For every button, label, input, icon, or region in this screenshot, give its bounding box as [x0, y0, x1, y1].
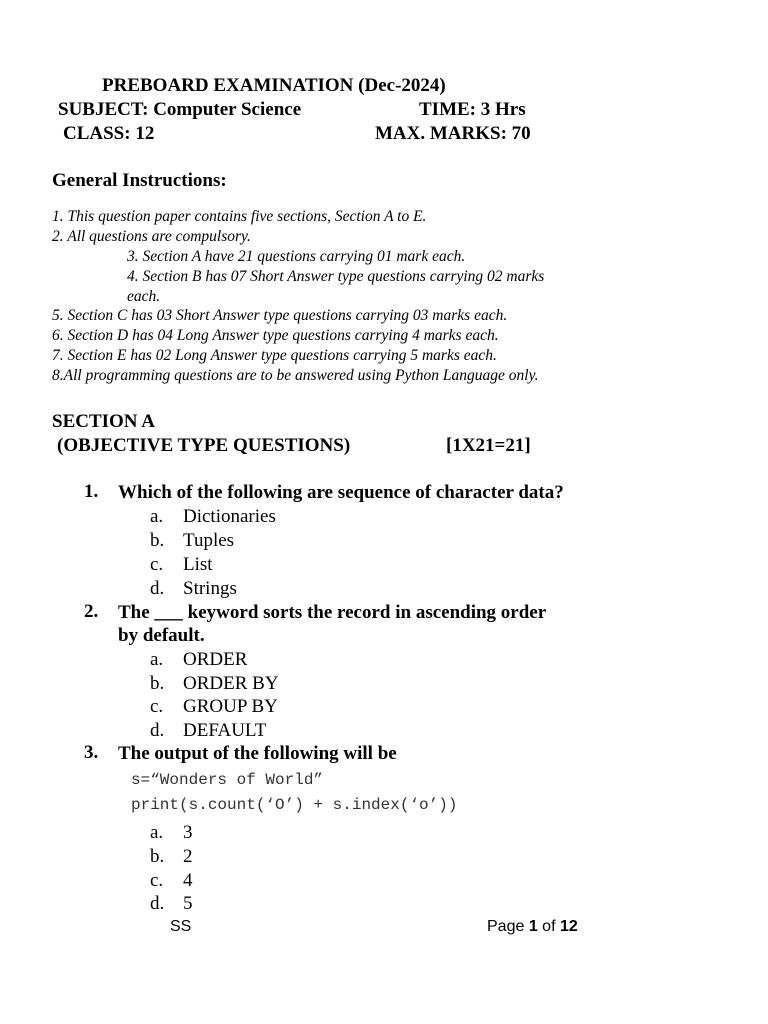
option-text: 4: [183, 870, 193, 891]
option-letter: b.: [150, 673, 165, 694]
option-text: GROUP BY: [183, 696, 278, 717]
code-line: print(s.count(‘O’) + s.index(‘o’)): [131, 796, 458, 814]
instruction-item: 6. Section D has 04 Long Answer type questions carrying 4 marks each.: [52, 327, 499, 344]
instructions-heading: General Instructions:: [52, 170, 227, 191]
exam-title: PREBOARD EXAMINATION (Dec-2024): [102, 75, 446, 96]
section-title: SECTION A: [52, 411, 155, 432]
option-letter: d.: [150, 578, 165, 599]
option-letter: a.: [150, 506, 164, 527]
option-text: Strings: [183, 578, 237, 599]
class-label: CLASS: 12: [63, 123, 155, 144]
option-letter: a.: [150, 649, 164, 670]
page-total: 12: [559, 918, 578, 935]
option-letter: c.: [150, 554, 164, 575]
page-number: [487, 918, 578, 936]
question-number: 2.: [84, 601, 99, 622]
option-text: 3: [183, 822, 193, 843]
subject-label: SUBJECT: Computer Science: [58, 99, 302, 120]
instruction-item: 3. Section A have 21 questions carrying 01 mark each.: [127, 248, 466, 265]
option-letter: c.: [150, 696, 164, 717]
question-text: Which of the following are sequence of character data?: [118, 482, 564, 503]
option-text: List: [183, 554, 213, 575]
code-line: s=“Wonders of World”: [131, 771, 324, 789]
question-text: The output of the following will be: [118, 743, 397, 764]
option-letter: c.: [150, 870, 164, 891]
option-letter: b.: [150, 846, 165, 867]
question-number: 1.: [84, 481, 99, 502]
option-text: 5: [183, 893, 193, 914]
option-text: 2: [183, 846, 193, 867]
question-text-continued: by default.: [118, 625, 205, 646]
option-letter: b.: [150, 530, 165, 551]
option-letter: d.: [150, 893, 165, 914]
max-marks-label: MAX. MARKS: 70: [375, 123, 531, 144]
instruction-item: 2. All questions are compulsory.: [52, 228, 251, 245]
question-number: 3.: [84, 742, 99, 763]
option-text: DEFAULT: [183, 720, 267, 741]
time-label: TIME: 3 Hrs: [419, 99, 526, 120]
footer-initials: SS: [170, 918, 192, 935]
instruction-item: 5. Section C has 03 Short Answer type questions carrying 03 marks each.: [52, 307, 508, 324]
page-current: 1: [528, 918, 538, 935]
instruction-item: 8.All programming questions are to be answered using Python Language only.: [52, 367, 539, 384]
option-text: ORDER BY: [183, 673, 279, 694]
instruction-item: 4. Section B has 07 Short Answer type questions carrying 02 marks: [127, 268, 545, 285]
option-letter: a.: [150, 822, 164, 843]
option-text: ORDER: [183, 649, 248, 670]
page-of: of: [537, 918, 560, 935]
section-marks: [1X21=21]: [446, 435, 531, 456]
section-subtitle: (OBJECTIVE TYPE QUESTIONS): [57, 435, 351, 456]
option-letter: d.: [150, 720, 165, 741]
option-text: Tuples: [183, 530, 235, 551]
question-text: The ___ keyword sorts the record in ascending order: [118, 602, 547, 623]
page-prefix: Page: [487, 918, 529, 935]
instruction-item: 7. Section E has 02 Long Answer type questions carrying 5 marks each.: [52, 347, 497, 364]
instruction-item: each.: [127, 288, 161, 305]
instruction-item: 1. This question paper contains five sections, Section A to E.: [52, 208, 427, 225]
option-text: Dictionaries: [183, 506, 276, 527]
